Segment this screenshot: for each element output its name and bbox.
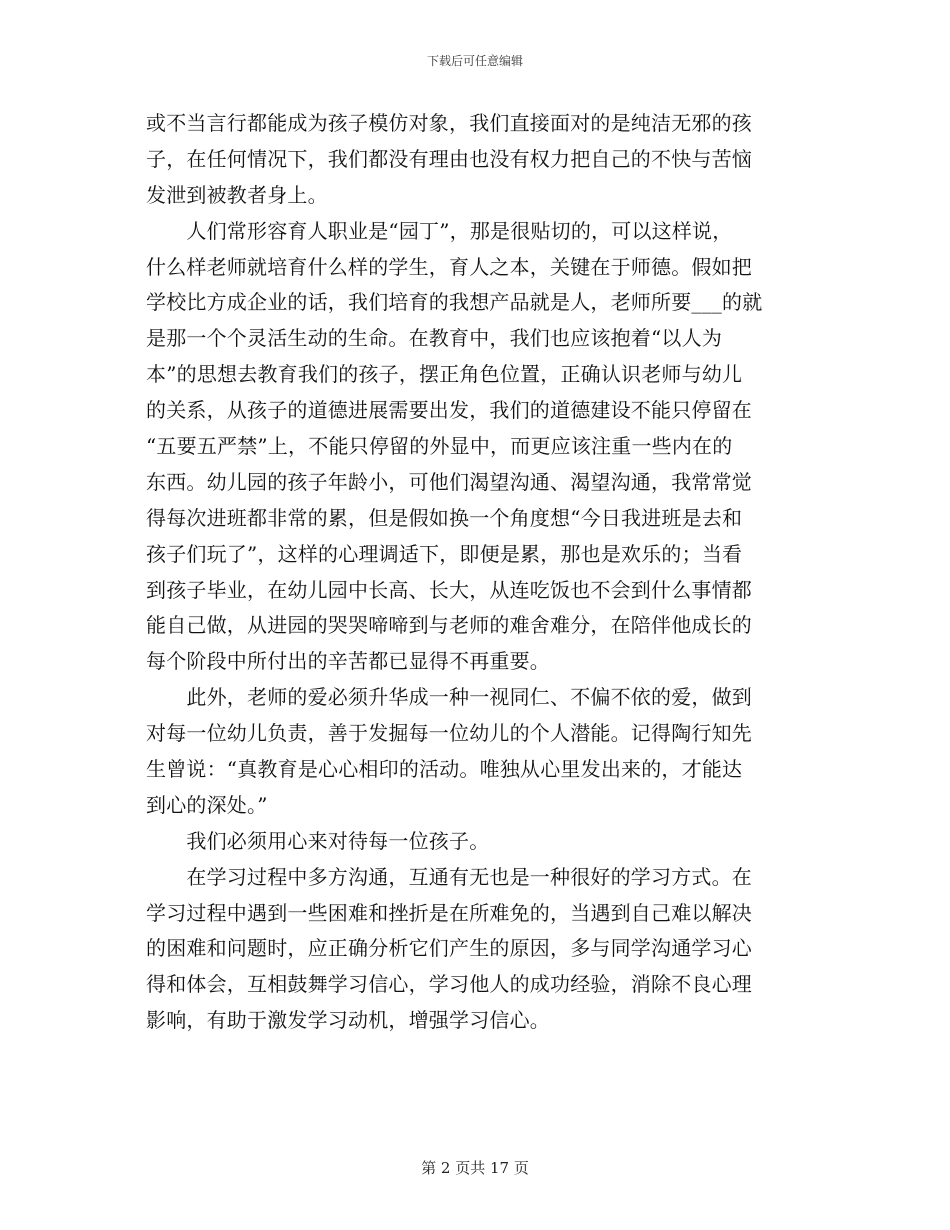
body-line: 每个阶段中所付出的辛苦都已显得不再重要。 (146, 649, 550, 674)
body-line: 或不当言行都能成为孩子模仿对象，我们直接面对的是纯洁无邪的孩 (146, 111, 752, 135)
body-line: 的关系，从孩子的道德进展需要出发，我们的道德建设不能只停留在 (146, 398, 752, 423)
body-line: 东西。幼儿园的孩子年龄小，可他们渴望沟通、渴望沟通，我常常觉 (146, 469, 752, 494)
body-line: 学校比方成企业的话，我们培育的我想产品就是人，老师所要___的就 (146, 290, 763, 315)
body-line: 本”的思想去教育我们的孩子，摆正角色位置，正确认识老师与幼儿 (146, 362, 743, 387)
page-header: 下载后可任意编辑 (426, 54, 523, 68)
body-line: 我们必须用心来对待每一位孩子。 (146, 828, 490, 853)
body-line: 对每一位幼儿负责，善于发掘每一位幼儿的个人潜能。记得陶行知先 (146, 721, 752, 746)
body-line: 是那一个个灵活生动的生命。在教育中，我们也应该抱着“以人为 (146, 326, 723, 351)
body-line: 生曾说：“真教育是心心相印的活动。唯独从心里发出来的，才能达 (146, 757, 743, 782)
page-number-footer: 第 2 页共 17 页 (421, 1159, 529, 1177)
body-line: 什么样老师就培育什么样的学生，育人之本，关键在于师德。假如把 (146, 254, 752, 279)
body-line: 子，在任何情况下，我们都没有理由也没有权力把自己的不快与苦恼 (146, 146, 752, 171)
body-line: 得每次进班都非常的累，但是假如换一个角度想“今日我进班是去和 (146, 505, 743, 530)
body-line: 到心的深处。” (146, 792, 268, 817)
body-line: 发泄到被教者身上。 (146, 182, 328, 207)
body-line: 孩子们玩了”，这样的心理调适下，即便是累，那也是欢乐的；当看 (146, 541, 743, 566)
body-line: 人们常形容育人职业是“园丁”，那是很贴切的，可以这样说， (146, 218, 733, 243)
body-line: 学习过程中遇到一些困难和挫折是在所难免的，当遇到自己难以解决 (146, 900, 752, 925)
body-line: 在学习过程中多方沟通，互通有无也是一种很好的学习方式。在 (146, 864, 752, 889)
body-line: 的困难和问题时，应正确分析它们产生的原因，多与同学沟通学习心 (146, 936, 752, 961)
body-line: 此外，老师的爱必须升华成一种一视同仁、不偏不依的爱，做到 (146, 685, 752, 710)
body-line: 到孩子毕业，在幼儿园中长高、长大，从连吃饭也不会到什么事情都 (146, 577, 752, 602)
body-line: 能自己做，从进园的哭哭啼啼到与老师的难舍难分，在陪伴他成长的 (146, 613, 752, 638)
document-body (146, 106, 804, 1039)
body-line: “五要五严禁”上，不能只停留的外显中，而更应该注重一些内在的 (146, 434, 733, 459)
body-line: 得和体会，互相鼓舞学习信心，学习他人的成功经验，消除不良心理 (146, 972, 752, 997)
body-line: 影响，有助于激发学习动机，增强学习信心。 (146, 1008, 550, 1033)
